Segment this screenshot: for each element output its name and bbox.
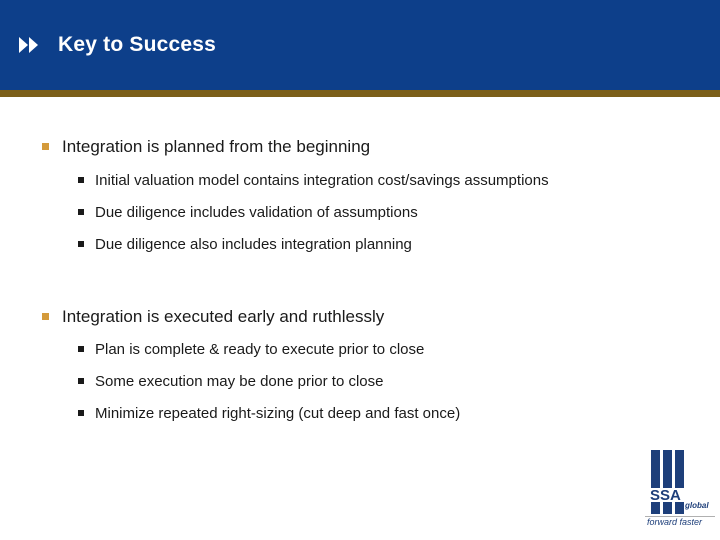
bullet-text: Plan is complete & ready to execute prior to close <box>95 341 425 358</box>
square-bullet-icon <box>78 209 84 215</box>
bullet-text: Some execution may be done prior to close <box>95 373 384 390</box>
square-bullet-icon <box>78 410 84 416</box>
bullet-text: Integration is executed early and ruthlessly <box>62 307 385 326</box>
bullet-text: Due diligence includes validation of assumptions <box>95 204 418 221</box>
square-bullet-icon <box>42 313 49 320</box>
bullet-text: Integration is planned from the beginning <box>62 137 371 156</box>
square-bullet-icon <box>42 143 49 150</box>
bullet-text: Due diligence also includes integration planning <box>95 236 412 253</box>
svg-text:global: global <box>685 501 709 510</box>
double-chevron-right-icon <box>18 36 40 54</box>
square-bullet-icon <box>78 177 84 183</box>
square-bullet-icon <box>78 346 84 352</box>
header-divider-stripe <box>0 90 720 97</box>
logo-tagline: forward faster <box>647 517 703 527</box>
square-bullet-icon <box>78 241 84 247</box>
svg-text:SSA: SSA <box>650 487 681 504</box>
slide-header <box>0 0 720 90</box>
bullet-text: Initial valuation model contains integration cost/savings assumptions <box>95 172 549 189</box>
slide-title: Key to Success <box>58 33 217 56</box>
bullet-text: Minimize repeated right-sizing (cut deep and fast once) <box>95 405 461 422</box>
square-bullet-icon <box>78 378 84 384</box>
